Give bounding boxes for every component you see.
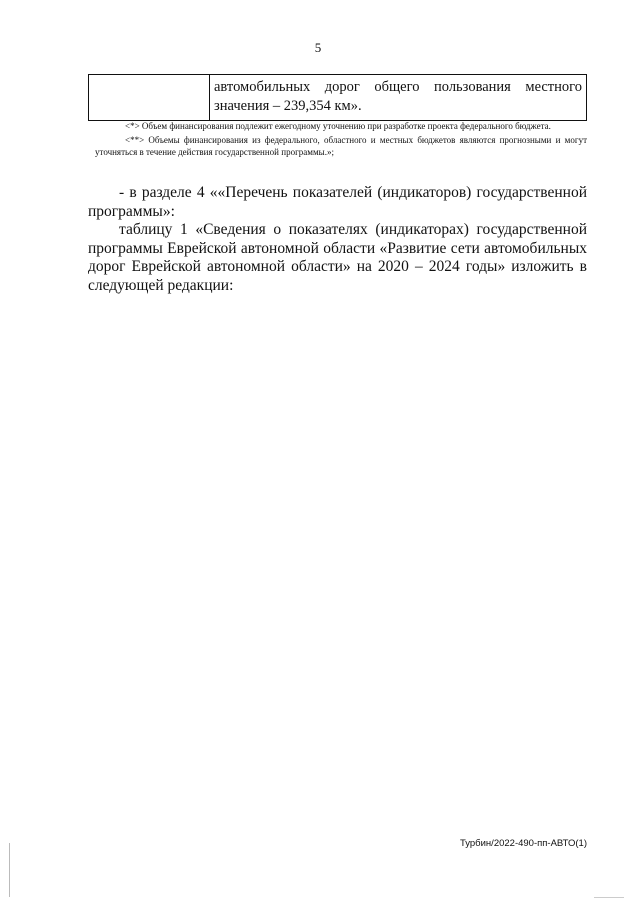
paragraph-table-1: таблицу 1 «Сведения о показателях (индикаторах) государственной программы Еврейской автономной области «Развитие сети автомобильных дорог Еврейской автономной области» на 2020 – 2024 годы» изложить в следующей редакции: bbox=[88, 221, 587, 294]
scan-edge-mark bbox=[9, 843, 10, 897]
footnote-1: <*> Объем финансирования подлежит ежегодному уточнению при разработке проекта федерального бюджета. bbox=[125, 121, 551, 131]
table-row bbox=[89, 75, 587, 121]
continuation-table bbox=[88, 74, 587, 121]
table-cell-empty bbox=[89, 75, 210, 121]
footnotes bbox=[95, 120, 587, 158]
footnote-2: <**> Объемы финансирования из федерального, областного и местных бюджетов являются прогнозными и могут уточняться в течение действия государственной программы.»; bbox=[95, 135, 587, 157]
document-code: Турбин/2022-490-пп-АВТО(1) bbox=[459, 838, 587, 849]
body-text bbox=[88, 184, 587, 296]
paragraph-section-4: - в разделе 4 ««Перечень показателей (индикаторов) государственной программы»: bbox=[88, 184, 587, 220]
table-cell-text: автомобильных дорог общего пользования местного значения – 239,354 км». bbox=[210, 75, 587, 121]
scan-edge-mark bbox=[594, 897, 624, 898]
page-number: 5 bbox=[314, 40, 322, 55]
